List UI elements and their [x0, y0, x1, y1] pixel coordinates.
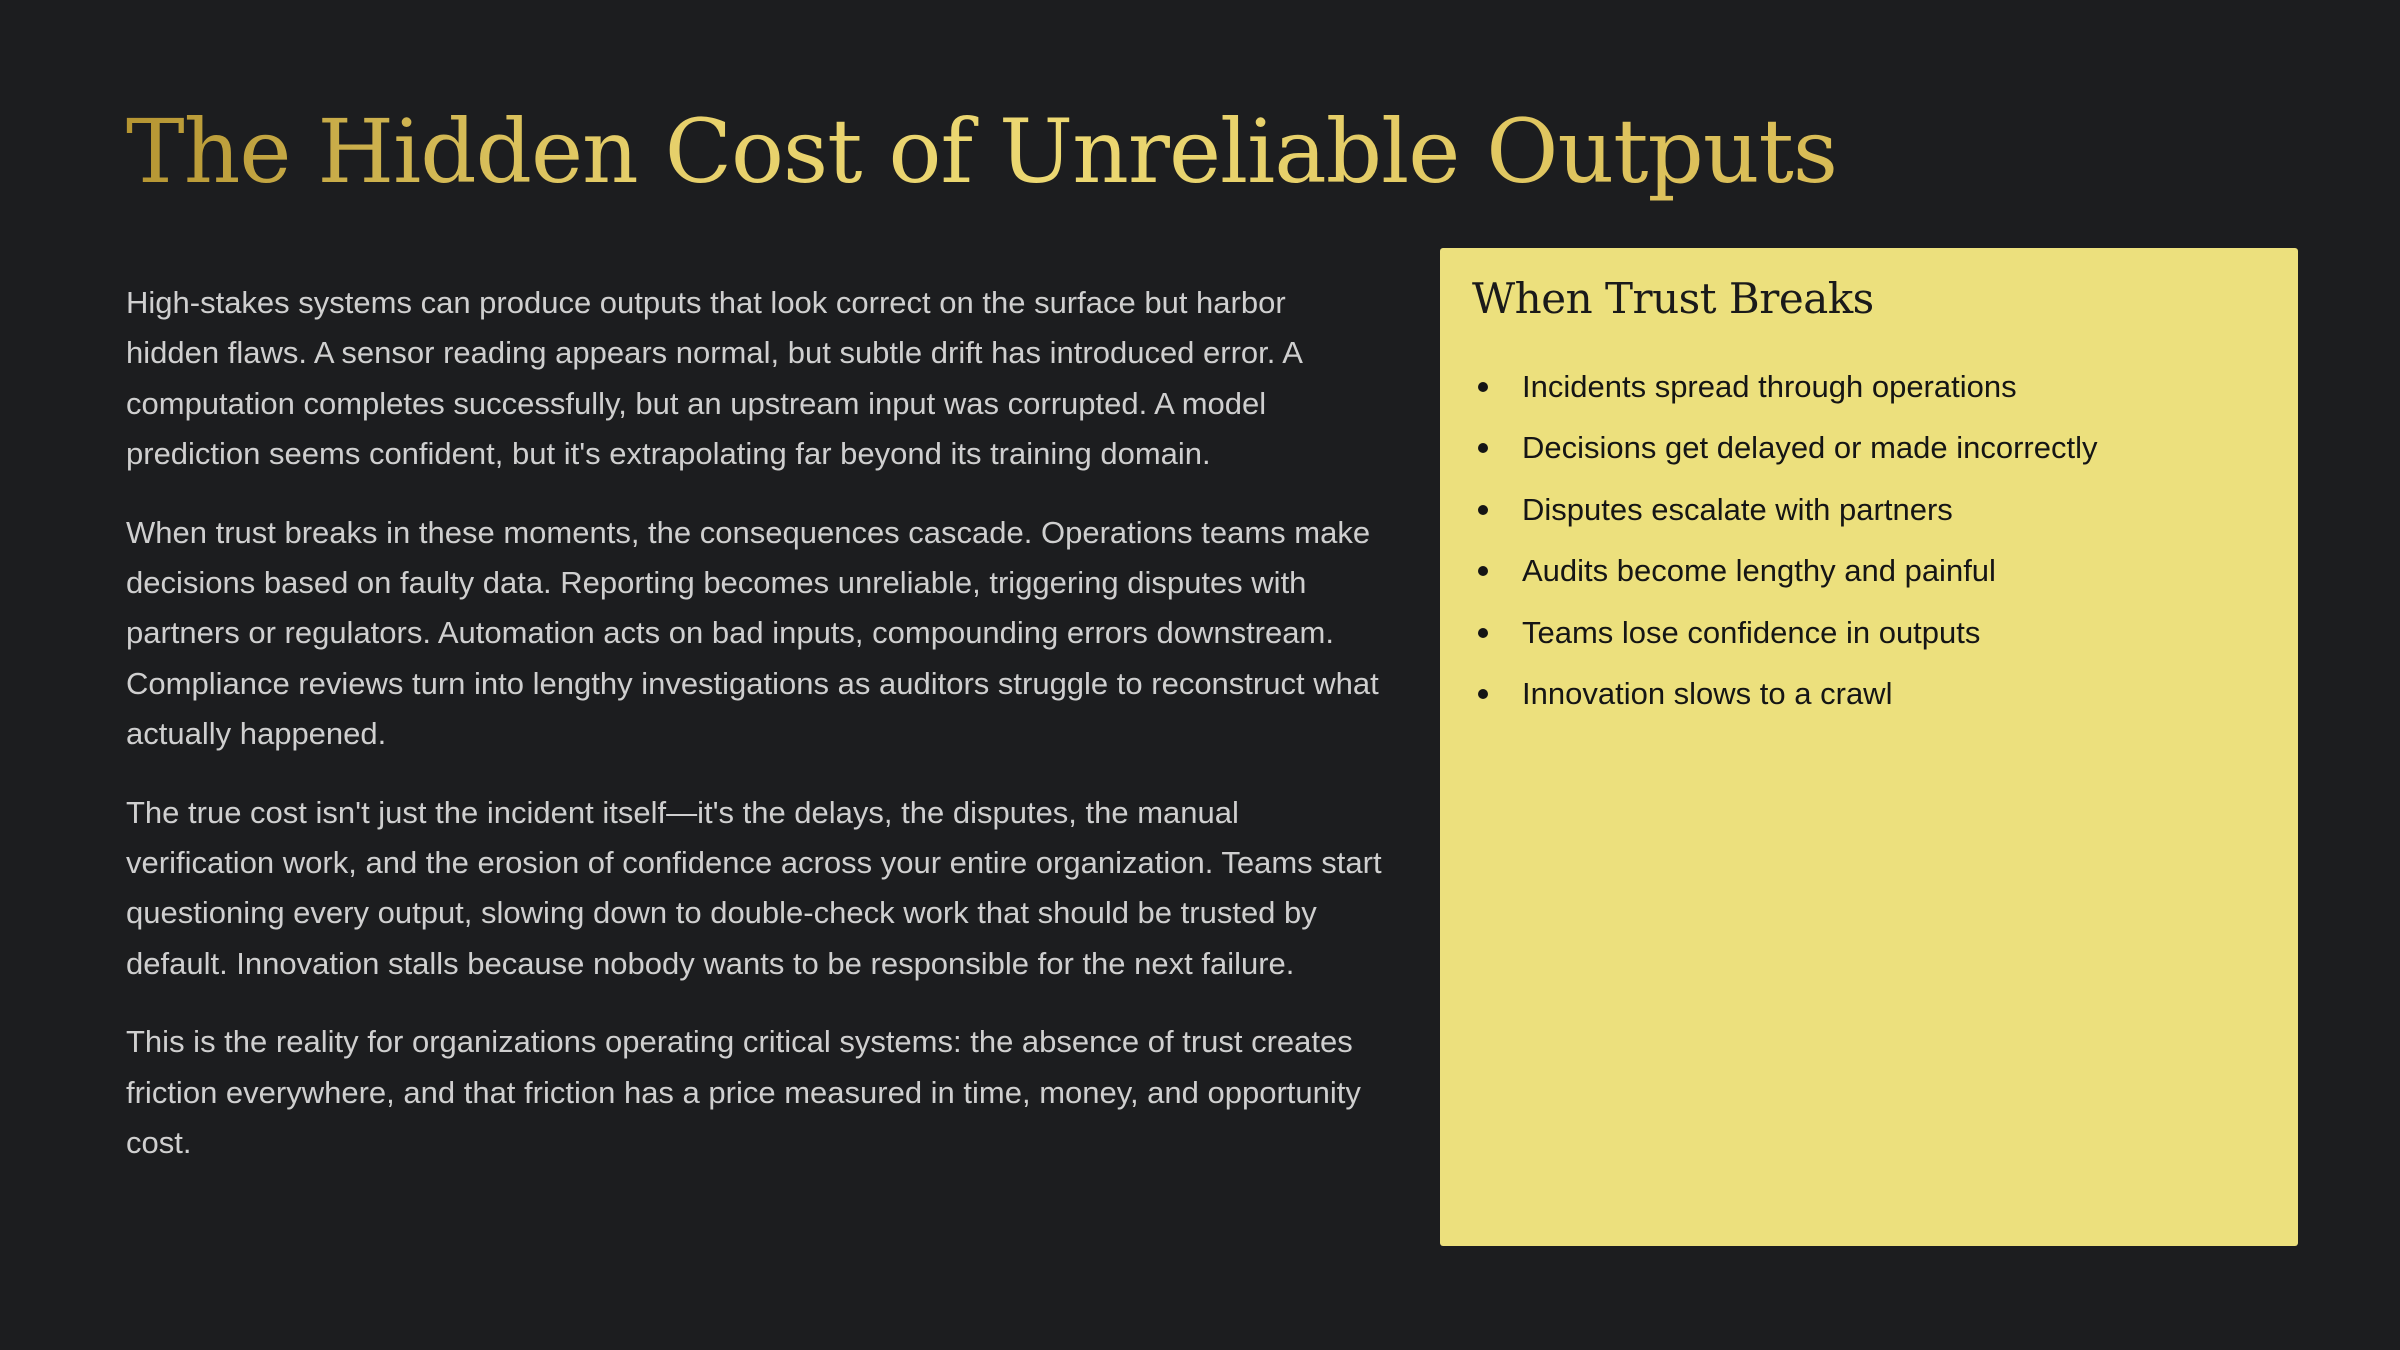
bullet-icon [1478, 505, 1488, 515]
list-item-text: Audits become lengthy and painful [1522, 553, 1996, 589]
list-item-text: Innovation slows to a crawl [1522, 676, 1893, 712]
list-item-text: Incidents spread through operations [1522, 369, 2017, 404]
list-item [1472, 479, 2266, 540]
slide-title: The Hidden Cost of Unreliable Outputs [126, 92, 1837, 212]
body-paragraph: The true cost isn't just the incident itself—it's the delays, the disputes, the manual verification work, and the erosion of confidence across your entire organization. Teams start questioning every output, slowing down to double-check work that should be trusted by default. Innovation stalls because nobody wants to be responsible for the next failure. [126, 794, 1382, 981]
body-paragraph: When trust breaks in these moments, the consequences cascade. Operations teams make decisions based on faulty data. Reporting becomes unreliable, triggering disputes with partners or regulators. Automation acts on bad inputs, compounding errors downstream. Compliance reviews turn into lengthy investigations as auditors struggle to reconstruct what actually happened. [126, 514, 1379, 752]
body-paragraph: This is the reality for organizations operating critical systems: the absence of trust creates friction everywhere, and that friction has a price measured in time, money, and opportunity cost. [126, 1024, 1361, 1161]
list-item [1472, 417, 2266, 478]
panel-list [1472, 356, 2266, 724]
body-text [126, 278, 1386, 1197]
bullet-icon [1478, 628, 1488, 638]
trust-breaks-panel [1440, 248, 2298, 1246]
list-item [1472, 663, 2266, 724]
list-item-text: Decisions get delayed or made incorrectly [1522, 430, 2098, 466]
bullet-icon [1478, 443, 1488, 453]
list-item [1472, 540, 2266, 601]
list-item-text: Disputes escalate with partners [1522, 491, 1953, 527]
bullet-icon [1478, 566, 1488, 576]
body-paragraph: High-stakes systems can produce outputs that look correct on the surface but harbor hidden flaws. A sensor reading appears normal, but subtle drift has introduced error. A computation completes successfully, but an upstream input was corrupted. A model prediction seems confident, but it's extrapolating far beyond its training domain. [126, 285, 1302, 472]
panel-title: When Trust Breaks [1472, 274, 1874, 323]
list-item [1472, 602, 2266, 663]
list-item [1472, 356, 2266, 417]
bullet-icon [1478, 382, 1488, 392]
list-item-text: Teams lose confidence in outputs [1522, 614, 1981, 650]
bullet-icon [1478, 689, 1488, 699]
